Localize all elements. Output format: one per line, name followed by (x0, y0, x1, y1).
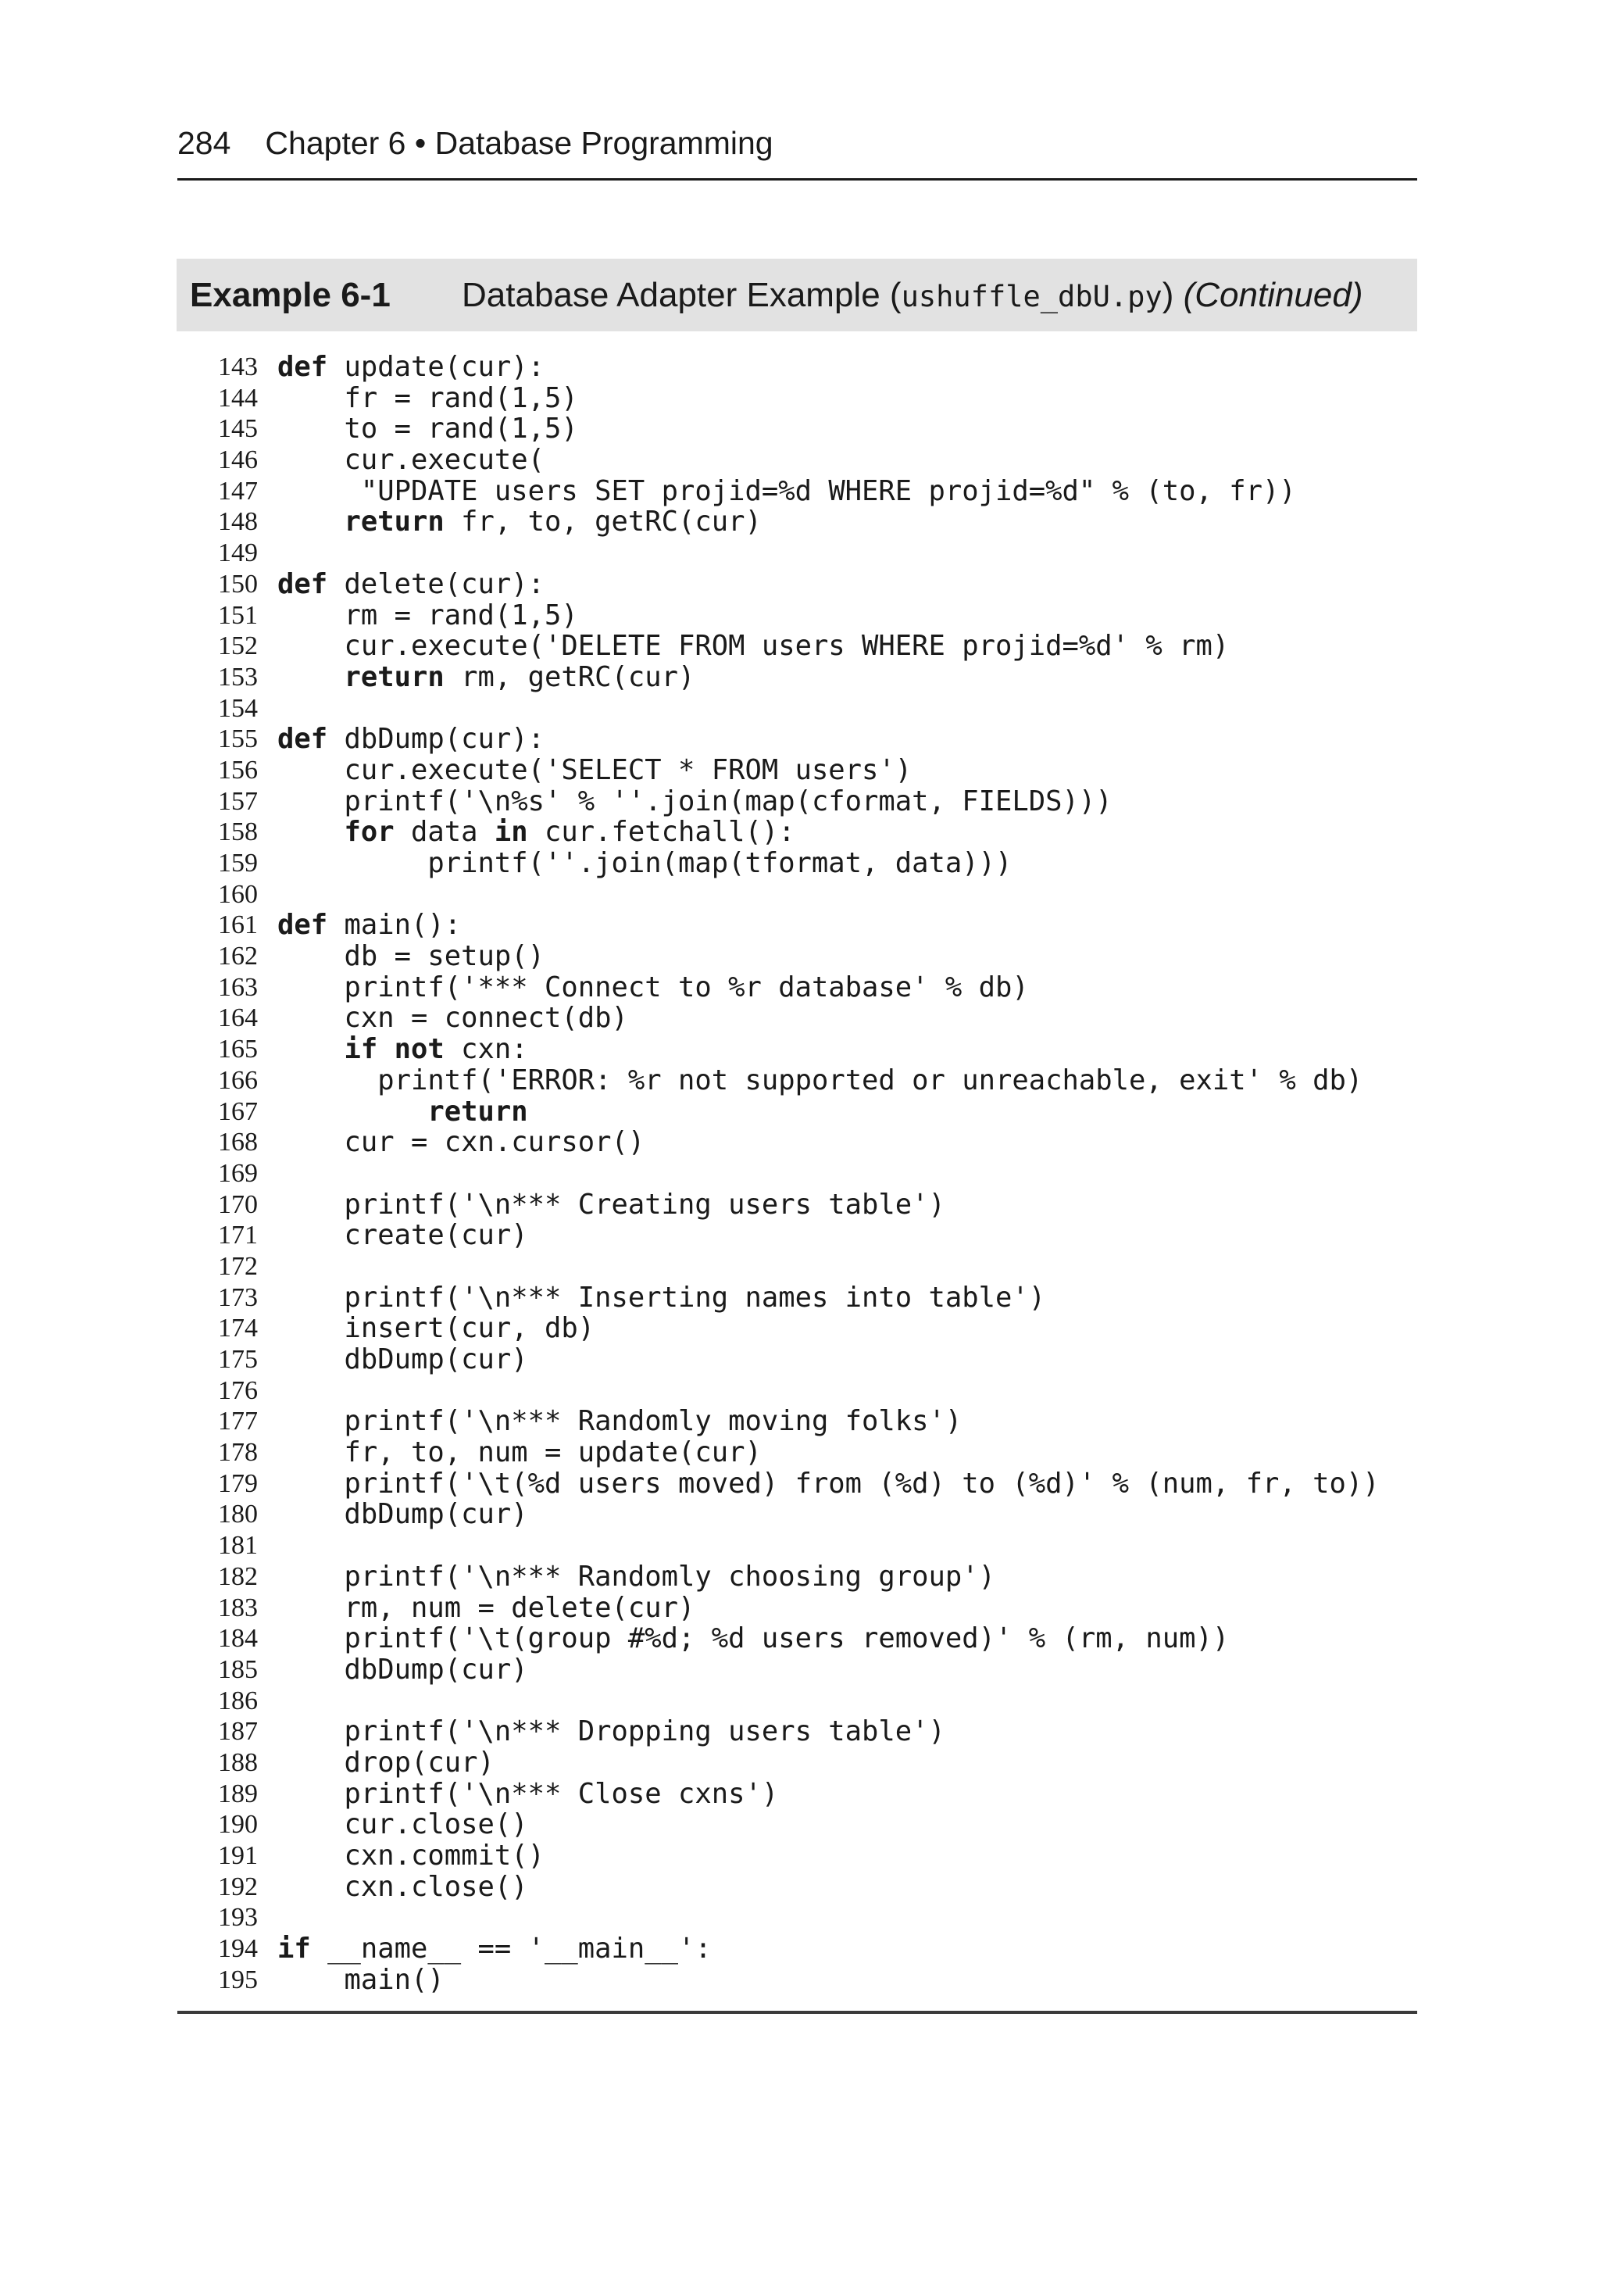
code-text (277, 848, 1012, 879)
code-content: cxn.commit() (344, 1840, 545, 1872)
code-content: __name__ == '__main__': (310, 1933, 712, 1965)
line-number: 145 (218, 414, 258, 444)
code-indent (277, 1654, 345, 1686)
code-content: db = setup() (344, 940, 545, 973)
code-content: update(cur): (327, 351, 545, 383)
code-indent (277, 1126, 345, 1158)
header-rule (177, 178, 1417, 181)
code-text (277, 1593, 695, 1624)
code-keyword: return (427, 1095, 528, 1128)
code-text (277, 631, 1229, 662)
code-text (277, 1065, 1362, 1096)
line-number: 162 (218, 942, 258, 971)
code-line (177, 662, 1417, 693)
line-number: 195 (218, 1965, 258, 1994)
code-indent (277, 475, 361, 507)
line-number: 173 (218, 1282, 258, 1312)
code-content: cur = cxn.cursor() (344, 1126, 645, 1159)
line-number: 153 (218, 662, 258, 692)
line-number: 179 (218, 1468, 258, 1498)
code-text (277, 662, 695, 693)
code-indent (277, 382, 345, 414)
code-content: dbDump(cur) (344, 1343, 528, 1375)
code-keyword: def (277, 567, 328, 600)
line-number: 186 (218, 1686, 258, 1715)
code-content: data (394, 816, 495, 849)
code-content: printf('\n*** Dropping users table') (344, 1715, 945, 1748)
line-number: 158 (218, 817, 258, 847)
code-content: fr = rand(1,5) (344, 381, 578, 414)
code-listing (177, 352, 1417, 1995)
line-number: 160 (218, 879, 258, 909)
code-content: cxn.close() (344, 1870, 528, 1903)
code-content: rm, getRC(cur) (444, 660, 695, 693)
code-line (177, 1654, 1417, 1686)
code-line (177, 476, 1417, 507)
code-indent (277, 1808, 345, 1840)
code-line (177, 1127, 1417, 1158)
code-line (177, 1779, 1417, 1810)
code-keyword: return (344, 660, 445, 693)
code-text (277, 413, 578, 445)
code-line (177, 910, 1417, 941)
code-line (177, 506, 1417, 538)
code-line (177, 1499, 1417, 1530)
line-number: 168 (218, 1128, 258, 1157)
code-line (177, 1965, 1417, 1996)
code-indent (277, 1592, 345, 1624)
code-content: printf('\n*** Close cxns') (344, 1777, 779, 1810)
code-indent (277, 1622, 345, 1654)
line-number: 148 (218, 507, 258, 537)
code-text (277, 1933, 712, 1965)
code-content: cxn: (444, 1033, 528, 1066)
code-text (277, 569, 545, 600)
code-line (177, 352, 1417, 383)
code-indent (277, 1747, 345, 1779)
code-line (177, 1406, 1417, 1437)
code-line (177, 817, 1417, 848)
code-keyword: return (344, 506, 445, 538)
code-indent (277, 816, 345, 848)
code-content: insert(cur, db) (344, 1312, 595, 1345)
code-text (277, 972, 1029, 1003)
code-text (277, 1747, 495, 1779)
code-text (277, 1313, 595, 1344)
code-indent (277, 971, 345, 1003)
code-line (177, 786, 1417, 817)
code-content: delete(cur): (327, 567, 545, 600)
line-number: 164 (218, 1003, 258, 1033)
code-text (277, 1127, 645, 1158)
code-keyword: if (277, 1933, 311, 1965)
line-number: 169 (218, 1158, 258, 1188)
code-content: main() (344, 1963, 445, 1996)
code-text (277, 1220, 528, 1251)
line-number: 144 (218, 383, 258, 413)
line-number: 190 (218, 1810, 258, 1840)
code-indent (277, 1964, 345, 1996)
line-number: 184 (218, 1624, 258, 1654)
line-number: 149 (218, 538, 258, 568)
code-line (177, 1375, 1417, 1407)
line-number: 165 (218, 1035, 258, 1064)
running-head (177, 121, 773, 165)
code-indent (277, 1871, 345, 1903)
code-text (277, 1965, 445, 1996)
code-line (177, 1716, 1417, 1747)
example-filename: ushuffle_dbU.py (901, 280, 1162, 313)
code-content: "UPDATE users SET projid=%d WHERE projid=%d" % (to, fr)) (360, 474, 1296, 507)
code-line (177, 1686, 1417, 1717)
chapter-title: Chapter 6 • Database Programming (265, 125, 773, 161)
code-line (177, 600, 1417, 631)
code-line (177, 693, 1417, 724)
code-line (177, 569, 1417, 600)
code-content: printf('\n*** Randomly choosing group') (344, 1560, 996, 1593)
code-indent (277, 847, 427, 879)
line-number: 187 (218, 1717, 258, 1747)
line-number: 189 (218, 1779, 258, 1808)
code-line (177, 941, 1417, 972)
line-number: 154 (218, 693, 258, 723)
code-content: to = rand(1,5) (344, 413, 578, 445)
line-number: 161 (218, 910, 258, 940)
code-indent (277, 599, 345, 631)
code-keyword: def (277, 723, 328, 756)
example-label: Example 6-1 (190, 276, 391, 314)
continued-label: (Continued) (1173, 276, 1363, 314)
code-indent (277, 754, 345, 786)
code-line (177, 1220, 1417, 1251)
code-text (277, 352, 545, 383)
code-text (277, 941, 545, 972)
line-number: 156 (218, 755, 258, 785)
code-text (277, 1034, 528, 1065)
line-number: 178 (218, 1438, 258, 1468)
code-line (177, 1530, 1417, 1561)
code-line (177, 879, 1417, 910)
code-text (277, 817, 795, 848)
line-number: 146 (218, 445, 258, 475)
code-content: cur.execute('DELETE FROM users WHERE projid=%d' % rm) (344, 630, 1230, 663)
code-indent (277, 506, 345, 538)
code-line (177, 1344, 1417, 1375)
line-number: 152 (218, 631, 258, 661)
code-indent (277, 1498, 345, 1530)
code-indent (277, 1312, 345, 1344)
code-text (277, 1561, 995, 1593)
example-banner (177, 259, 1417, 331)
line-number: 191 (218, 1841, 258, 1870)
code-content: cur.execute( (344, 444, 545, 477)
code-keyword: in (494, 816, 528, 849)
code-indent (277, 1468, 345, 1500)
code-content: rm, num = delete(cur) (344, 1591, 695, 1624)
line-number: 181 (218, 1531, 258, 1561)
code-text (277, 1406, 962, 1437)
code-text (277, 1344, 528, 1375)
code-keyword: for (344, 816, 395, 849)
code-content: printf('\t(group #%d; %d users removed)' % (rm, num)) (344, 1622, 1230, 1655)
code-indent (277, 1778, 345, 1810)
line-number: 192 (218, 1872, 258, 1901)
code-text (277, 1840, 545, 1872)
code-indent (277, 1405, 345, 1437)
code-indent (277, 1561, 345, 1593)
code-content: create(cur) (344, 1219, 528, 1252)
code-content: dbDump(cur) (344, 1498, 528, 1531)
code-line (177, 1158, 1417, 1189)
code-line (177, 1313, 1417, 1344)
code-indent (277, 444, 345, 476)
code-text (277, 445, 545, 476)
line-number: 150 (218, 569, 258, 599)
line-number: 176 (218, 1375, 258, 1405)
code-line (177, 1034, 1417, 1065)
code-indent (277, 1096, 427, 1128)
code-line (177, 1096, 1417, 1128)
code-text (277, 1282, 1045, 1314)
code-line (177, 1468, 1417, 1500)
code-indent (277, 1002, 345, 1034)
code-line (177, 972, 1417, 1003)
code-line (177, 1437, 1417, 1468)
code-text (277, 1716, 945, 1747)
code-line (177, 1003, 1417, 1034)
title-paren-open: ( (880, 276, 902, 314)
code-keyword: def (277, 909, 328, 942)
code-text (277, 383, 578, 414)
code-line (177, 1065, 1417, 1096)
code-content: drop(cur) (344, 1746, 495, 1779)
code-text (277, 1809, 528, 1840)
code-text (277, 1468, 1380, 1500)
code-line (177, 848, 1417, 879)
code-indent (277, 1343, 345, 1375)
line-number: 175 (218, 1345, 258, 1374)
code-line (177, 1902, 1417, 1933)
code-content: cur.fetchall(): (527, 816, 795, 849)
code-content: dbDump(cur): (327, 723, 545, 756)
code-text (277, 1003, 628, 1034)
line-number: 167 (218, 1096, 258, 1126)
line-number: 180 (218, 1500, 258, 1529)
code-text (277, 786, 1112, 817)
code-text (277, 506, 762, 538)
line-number: 170 (218, 1189, 258, 1219)
code-indent (277, 413, 345, 445)
code-text (277, 1623, 1229, 1654)
code-indent (277, 661, 345, 693)
code-indent (277, 1436, 345, 1468)
title-paren-close: ) (1162, 276, 1174, 314)
code-keyword: def (277, 351, 328, 383)
line-number: 182 (218, 1561, 258, 1591)
line-number: 163 (218, 972, 258, 1002)
example-title-text: Database Adapter Example (462, 276, 880, 314)
example-title (462, 272, 1363, 320)
line-number: 159 (218, 849, 258, 878)
code-content: printf(''.join(map(tformat, data))) (427, 847, 1012, 879)
code-line (177, 1282, 1417, 1314)
code-line (177, 1872, 1417, 1903)
code-content: cur.close() (344, 1808, 528, 1841)
code-content: printf('\n%s' % ''.join(map(cformat, FIELDS))) (344, 785, 1112, 817)
code-indent (277, 1282, 345, 1314)
code-text (277, 1779, 778, 1810)
code-content: printf('\n*** Randomly moving folks') (344, 1405, 962, 1438)
code-content: rm = rand(1,5) (344, 599, 578, 631)
code-line (177, 755, 1417, 786)
line-number: 194 (218, 1934, 258, 1964)
code-line (177, 1933, 1417, 1965)
code-line (177, 1840, 1417, 1872)
code-indent (277, 785, 345, 817)
line-number: 157 (218, 786, 258, 816)
code-content: cur.execute('SELECT * FROM users') (344, 753, 912, 786)
code-text (277, 910, 461, 941)
code-text (277, 1654, 528, 1686)
line-number: 172 (218, 1251, 258, 1281)
code-text (277, 476, 1296, 507)
code-line (177, 445, 1417, 476)
line-number: 193 (218, 1903, 258, 1933)
code-line (177, 1809, 1417, 1840)
code-content: printf('ERROR: %r not supported or unreachable, exit' % db) (377, 1064, 1363, 1096)
page-number: 284 (177, 125, 231, 161)
code-line (177, 631, 1417, 662)
code-text (277, 1499, 528, 1530)
line-number: 174 (218, 1314, 258, 1343)
code-text (277, 1437, 762, 1468)
code-text (277, 724, 545, 755)
code-text (277, 600, 578, 631)
line-number: 147 (218, 476, 258, 506)
code-content: fr, to, getRC(cur) (444, 506, 762, 538)
code-line (177, 1747, 1417, 1779)
code-indent (277, 1840, 345, 1872)
code-indent (277, 940, 345, 972)
line-number: 185 (218, 1654, 258, 1684)
code-line (177, 383, 1417, 414)
code-line (177, 724, 1417, 755)
code-indent (277, 630, 345, 662)
code-text (277, 1872, 528, 1903)
code-line (177, 413, 1417, 445)
code-indent (277, 1064, 377, 1096)
code-indent (277, 1189, 345, 1221)
code-line (177, 1623, 1417, 1654)
code-content: printf('\t(%d users moved) from (%d) to (%d)' % (num, fr, to)) (344, 1467, 1380, 1500)
code-content: cxn = connect(db) (344, 1002, 628, 1035)
code-keyword: if not (344, 1033, 445, 1066)
code-line (177, 1561, 1417, 1593)
code-indent (277, 1715, 345, 1747)
code-text (277, 1189, 945, 1221)
code-content: main(): (327, 909, 462, 942)
line-number: 171 (218, 1221, 258, 1250)
listing-end-rule (177, 2011, 1417, 2014)
code-content: printf('\n*** Creating users table') (344, 1188, 945, 1221)
code-text (277, 755, 912, 786)
code-content: printf('\n*** Inserting names into table') (344, 1281, 1046, 1314)
code-content: dbDump(cur) (344, 1653, 528, 1686)
code-indent (277, 1033, 345, 1065)
code-line (177, 1251, 1417, 1282)
line-number: 183 (218, 1593, 258, 1622)
code-line (177, 1593, 1417, 1624)
line-number: 166 (218, 1065, 258, 1095)
code-text (277, 1096, 528, 1128)
line-number: 151 (218, 600, 258, 630)
line-number: 143 (218, 352, 258, 381)
line-number: 155 (218, 724, 258, 754)
line-number: 177 (218, 1407, 258, 1436)
code-content: printf('*** Connect to %r database' % db) (344, 971, 1029, 1003)
line-number: 188 (218, 1747, 258, 1777)
code-indent (277, 1219, 345, 1251)
code-content: fr, to, num = update(cur) (344, 1436, 762, 1469)
code-line (177, 1189, 1417, 1221)
code-line (177, 538, 1417, 569)
